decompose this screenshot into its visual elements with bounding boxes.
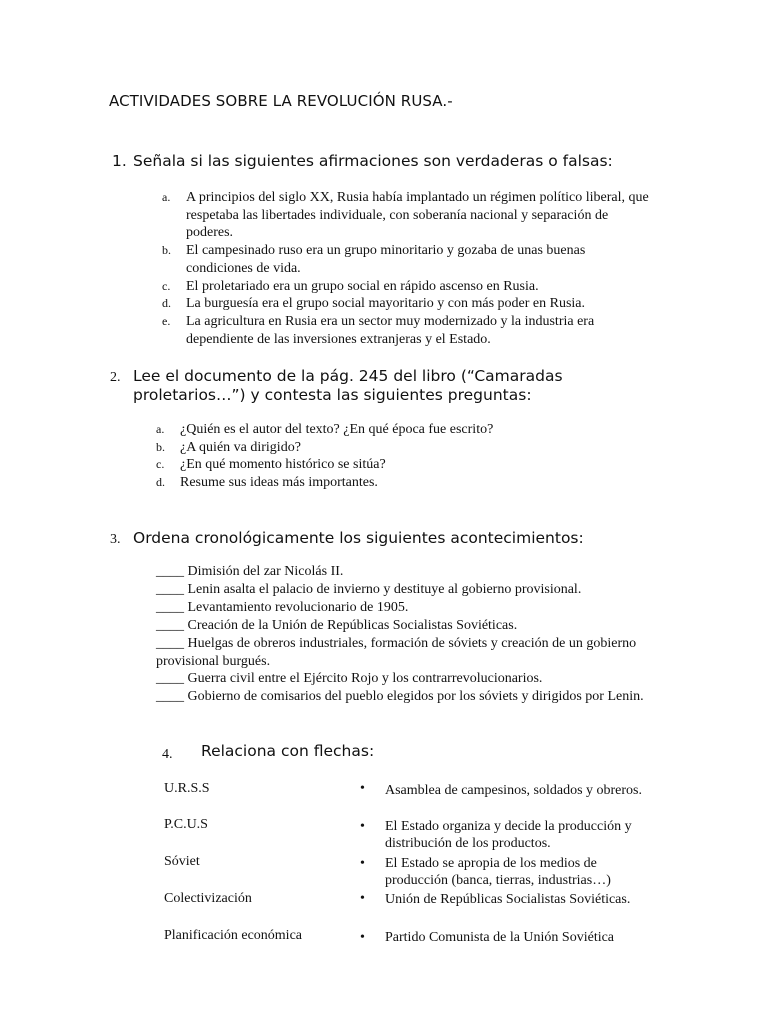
question-1-text: Señala si las siguientes afirmaciones son verdaderas o falsas: (133, 152, 613, 170)
list-item-text: El campesinado ruso era un grupo minoritario y gozaba de unas buenas condiciones de vida. (186, 243, 586, 276)
list-item: ____ Creación de la Unión de Repúblicas Socialistas Soviéticas. (156, 617, 518, 633)
question-2-line-2: proletarios…”) y contesta las siguientes preguntas: (133, 386, 532, 404)
list-marker: a. (156, 422, 165, 436)
list-item (162, 313, 652, 348)
match-term: Sóviet (164, 854, 200, 869)
bullet: • (360, 856, 365, 871)
list-item-text: ¿En qué momento histórico se sitúa? (180, 457, 386, 473)
question-3-number: 3. (110, 532, 121, 547)
list-item-text: ¿A quién va dirigido? (180, 439, 301, 455)
match-definition: Asamblea de campesinos, soldados y obreros. (385, 783, 642, 798)
bullet: • (360, 891, 365, 906)
list-item-text: ¿Quién es el autor del texto? ¿En qué época fue escrito? (180, 422, 494, 437)
list-marker: d. (156, 475, 165, 490)
page-title: ACTIVIDADES SOBRE LA REVOLUCIÓN RUSA.- (109, 92, 453, 110)
match-definition: El Estado organiza y decide la producción y distribución de los productos. (385, 819, 632, 851)
bullet: • (360, 819, 365, 834)
list-item (156, 439, 656, 457)
match-term: P.C.U.S (164, 817, 208, 832)
list-item-text: Resume sus ideas más importantes. (180, 475, 378, 491)
question-3-text: Ordena cronológicamente los siguientes acontecimientos: (133, 529, 584, 547)
question-2-line-1: Lee el documento de la pág. 245 del libro (“Camaradas (133, 367, 563, 385)
match-term: Planificación económica (164, 928, 302, 943)
list-item: ____ Levantamiento revolucionario de 1905. (156, 599, 409, 615)
list-item (162, 242, 652, 277)
list-marker: b. (162, 243, 171, 258)
question-4-number: 4. (162, 747, 173, 762)
question-1-number: 1. (112, 152, 127, 170)
list-item (156, 474, 656, 492)
list-item (162, 278, 652, 296)
list-item-text: La agricultura en Rusia era un sector muy modernizado y la industria era dependiente de las inversiones extranjeras y el Estado. (186, 313, 595, 347)
list-item-text: El proletariado era un grupo social en rápido ascenso en Rusia. (186, 278, 539, 294)
list-item-text: La burguesía era el grupo social mayoritario y con más poder en Rusia. (186, 296, 586, 312)
list-item (162, 295, 652, 313)
list-marker: c. (162, 278, 171, 293)
question-3-list (156, 563, 661, 706)
list-item (156, 421, 656, 439)
question-2-list (156, 421, 656, 492)
match-definition: El Estado se apropia de los medios de producción (banca, tierras, industrias…) (385, 856, 611, 888)
list-item (156, 456, 656, 474)
list-marker: e. (162, 313, 171, 328)
bullet: • (360, 781, 365, 796)
list-item: ____ Guerra civil entre el Ejército Rojo y los contrarrevolucionarios. (156, 671, 543, 687)
match-definition: Unión de Repúblicas Socialistas Soviéticas. (385, 892, 631, 907)
list-marker: d. (162, 296, 171, 311)
list-item: ____ Gobierno de comisarios del pueblo elegidos por los sóviets y dirigidos por Lenin. (156, 689, 644, 705)
list-item (162, 189, 652, 242)
match-definition: Partido Comunista de la Unión Soviética (385, 930, 615, 945)
match-term: Colectivización (164, 891, 252, 906)
list-marker: c. (156, 457, 165, 472)
bullet: • (360, 930, 365, 945)
list-item: ____ Huelgas de obreros industriales, formación de sóviets y creación de un gobierno provisional burgués. (156, 635, 637, 669)
question-2-number: 2. (110, 370, 121, 385)
list-marker: b. (156, 439, 165, 454)
question-4-text: Relaciona con flechas: (201, 742, 375, 760)
match-term: U.R.S.S (164, 781, 210, 796)
list-item: ____ Lenin asalta el palacio de invierno y destituye al gobierno provisional. (156, 581, 582, 597)
question-1-list (162, 189, 652, 348)
list-item-text: A principios del siglo XX, Rusia había implantado un régimen político liberal, que respetaba las libertades individuale, con soberanía nacional y separación de poderes. (186, 190, 649, 241)
list-item: ____ Dimisión del zar Nicolás II. (156, 564, 344, 579)
list-marker: a. (162, 190, 171, 204)
